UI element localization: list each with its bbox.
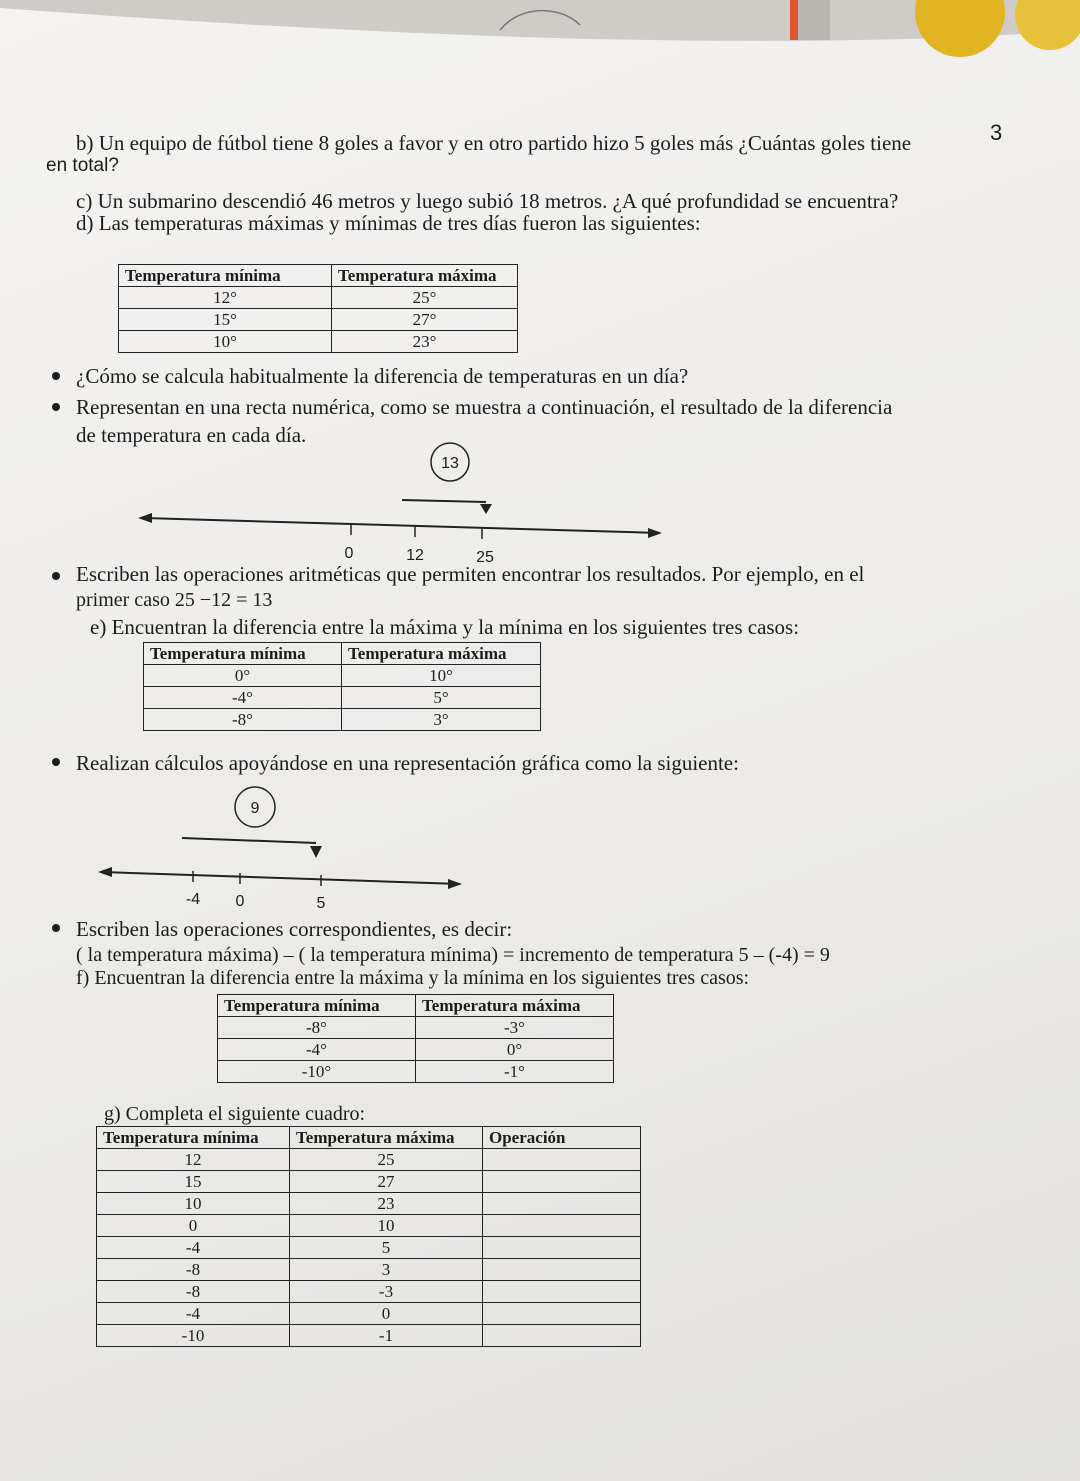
item-g-text: g) Completa el siguiente cuadro:: [104, 1103, 366, 1125]
table-row: [97, 1149, 641, 1171]
table-d-header: Temperatura mínima: [119, 265, 332, 287]
operation-cell[interactable]: [483, 1259, 641, 1281]
table-cell: -4°: [218, 1039, 416, 1061]
operation-cell[interactable]: [483, 1215, 641, 1237]
item-d-text: d) Las temperaturas máximas y mínimas de tres días fueron las siguientes:: [76, 211, 701, 235]
table-cell: 10°: [342, 665, 541, 687]
table-cell: -8: [97, 1259, 290, 1281]
table-cell: -10: [97, 1325, 290, 1347]
bullet-icon: [52, 758, 60, 766]
table-cell: -3: [290, 1281, 483, 1303]
table-row: [97, 1303, 641, 1325]
table-cell: -1°: [416, 1061, 614, 1083]
table-cell: 27°: [332, 309, 518, 331]
jump-arrow: [402, 500, 486, 502]
table-f-header: Temperatura máxima: [416, 995, 614, 1017]
tick-label: -4: [185, 891, 201, 908]
tick-label: 0: [344, 545, 354, 562]
table-cell: 0°: [144, 665, 342, 687]
table-row: [218, 1039, 614, 1061]
table-cell: -3°: [416, 1017, 614, 1039]
table-cell: -1: [290, 1325, 483, 1347]
table-cell: -4: [97, 1237, 290, 1259]
jump-label: 13: [441, 455, 459, 472]
bullet1-text: ¿Cómo se calcula habitualmente la diferencia de temperaturas en un día?: [76, 364, 689, 388]
table-cell: 10: [97, 1193, 290, 1215]
table-d: [118, 264, 518, 353]
operation-cell[interactable]: [483, 1237, 641, 1259]
table-f-header: Temperatura mínima: [218, 995, 416, 1017]
tick-label: 25: [476, 549, 494, 566]
bullet4-text: Realizan cálculos apoyándose en una representación gráfica como la siguiente:: [76, 751, 739, 775]
table-row: [97, 1193, 641, 1215]
tick-label: 0: [235, 893, 245, 910]
number-line-1: [130, 440, 690, 570]
bullet5-text: Escriben las operaciones correspondientes, es decir:: [76, 917, 513, 941]
bullet2-line2: de temperatura en cada día.: [76, 423, 307, 447]
table-row: [97, 1259, 641, 1281]
table-cell: -8°: [144, 709, 342, 731]
axis-line: [144, 518, 660, 533]
bullet3-line1: Escriben las operaciones aritméticas que permiten encontrar los resultados. Por ejemplo, en el: [76, 562, 865, 586]
table-row: [144, 665, 541, 687]
table-row: [97, 1171, 641, 1193]
table-cell: 3: [290, 1259, 483, 1281]
background-objects: [0, 0, 1080, 140]
table-cell: 12°: [119, 287, 332, 309]
cut-text: en total?: [46, 155, 119, 176]
table-cell: 27: [290, 1171, 483, 1193]
operation-cell[interactable]: [483, 1325, 641, 1347]
table-cell: 0°: [416, 1039, 614, 1061]
table-row: [119, 309, 518, 331]
table-cell: 25°: [332, 287, 518, 309]
table-row: [144, 687, 541, 709]
operation-cell[interactable]: [483, 1281, 641, 1303]
tick-label: 5: [316, 895, 326, 912]
table-row: [97, 1325, 641, 1347]
table-cell: -4: [97, 1303, 290, 1325]
axis-line: [102, 872, 460, 884]
table-cell: 25: [290, 1149, 483, 1171]
table-cell: -10°: [218, 1061, 416, 1083]
table-cell: 23°: [332, 331, 518, 353]
table-row: [218, 1061, 614, 1083]
page-number: 3: [990, 120, 1003, 145]
table-e-header: Temperatura mínima: [144, 643, 342, 665]
table-d-header: Temperatura máxima: [332, 265, 518, 287]
bullet3-line2: primer caso 25 −12 = 13: [76, 589, 273, 611]
bullet-icon: [52, 403, 60, 411]
table-cell: 5°: [342, 687, 541, 709]
table-cell: 5: [290, 1237, 483, 1259]
item-f-text: f) Encuentran la diferencia entre la máxima y la mínima en los siguientes tres casos:: [76, 967, 750, 989]
table-row: [97, 1237, 641, 1259]
table-row: [97, 1215, 641, 1237]
left-arrow-icon: [138, 513, 152, 523]
table-g-header: Temperatura mínima: [97, 1127, 290, 1149]
bullet2-line1: Representan en una recta numérica, como se muestra a continuación, el resultado de la diferencia: [76, 395, 893, 419]
table-cell: 10: [290, 1215, 483, 1237]
right-arrow-icon: [448, 879, 462, 889]
table-cell: -4°: [144, 687, 342, 709]
table-row: [119, 331, 518, 353]
bullet-icon: [52, 372, 60, 380]
table-cell: 0: [97, 1215, 290, 1237]
item-c-text: c) Un submarino descendió 46 metros y luego subió 18 metros. ¿A qué profundidad se encuentra?: [76, 189, 899, 213]
operation-cell[interactable]: [483, 1149, 641, 1171]
arrow-head-icon: [310, 846, 322, 858]
table-row: [97, 1281, 641, 1303]
table-g: [96, 1126, 641, 1347]
bullet-icon: [52, 924, 60, 932]
table-f: [217, 994, 614, 1083]
arrow-head-icon: [480, 504, 492, 514]
table-cell: 3°: [342, 709, 541, 731]
table-row: [119, 287, 518, 309]
item-b-text: b) Un equipo de fútbol tiene 8 goles a favor y en otro partido hizo 5 goles más ¿Cuántas goles tiene: [76, 131, 912, 155]
right-arrow-icon: [648, 528, 662, 538]
table-cell: 12: [97, 1149, 290, 1171]
operation-cell[interactable]: [483, 1303, 641, 1325]
number-line-2: [90, 782, 480, 917]
table-g-header: Temperatura máxima: [290, 1127, 483, 1149]
table-cell: 10°: [119, 331, 332, 353]
operation-cell[interactable]: [483, 1171, 641, 1193]
bullet-icon: [52, 572, 60, 580]
table-cell: 0: [290, 1303, 483, 1325]
jump-arrow: [182, 838, 316, 843]
table-cell: 23: [290, 1193, 483, 1215]
operation-cell[interactable]: [483, 1193, 641, 1215]
table-e: [143, 642, 541, 731]
table-row: [144, 709, 541, 731]
jump-label: 9: [250, 800, 260, 817]
item-e-text: e) Encuentran la diferencia entre la máxima y la mínima en los siguientes tres casos:: [90, 615, 800, 639]
table-cell: -8: [97, 1281, 290, 1303]
table-cell: -8°: [218, 1017, 416, 1039]
table-g-header: Operación: [483, 1127, 641, 1149]
table-row: [218, 1017, 614, 1039]
table-cell: 15°: [119, 309, 332, 331]
table-cell: 15: [97, 1171, 290, 1193]
table-e-header: Temperatura máxima: [342, 643, 541, 665]
formula-line: ( la temperatura máxima) – ( la temperatura mínima) = incremento de temperatura 5 – (-4) = 9: [76, 944, 830, 966]
tick-label: 12: [406, 547, 424, 564]
left-arrow-icon: [98, 867, 112, 877]
